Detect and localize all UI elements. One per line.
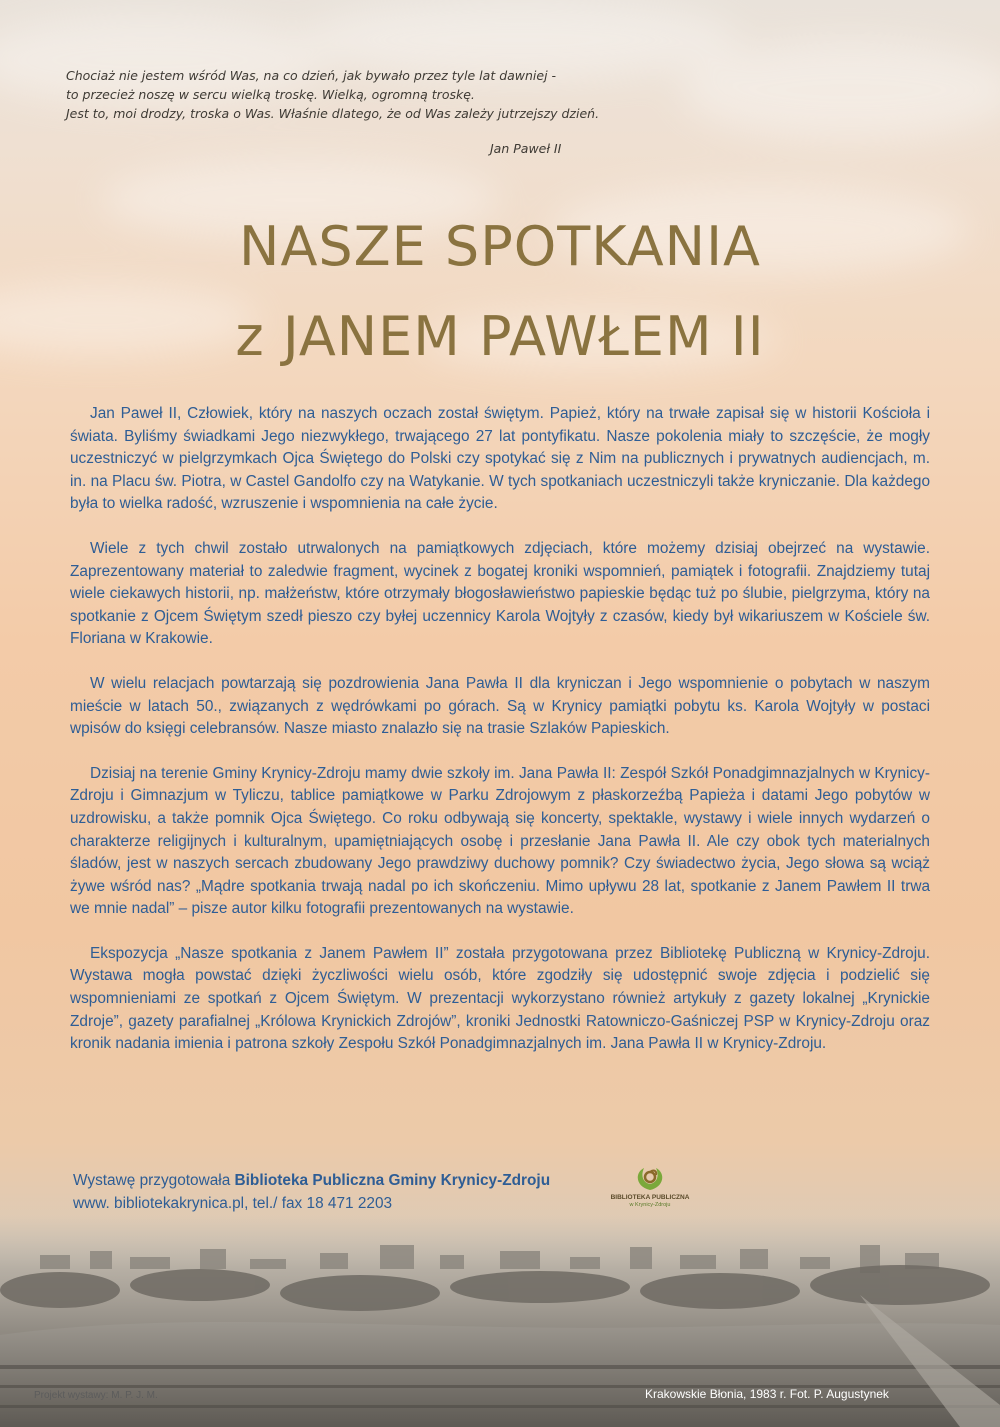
pope-quote: [66, 66, 706, 123]
library-contact: www. bibliotekakrynica.pl, tel./ fax 18 471 2203: [73, 1195, 393, 1212]
library-leaf-icon: [630, 1163, 670, 1193]
prepared-prefix: Wystawę przygotowała: [73, 1172, 235, 1189]
body-paragraph: Jan Paweł II, Człowiek, który na naszych oczach został świętym. Papież, który na trwałe zapisał się w historii Kościoła i świata. Byliśmy świadkami Jego niezwykłego, trwającego 27 lat pontyfikatu. Nasze pokolenia miały to szczęście, że mogły uczestniczyć w pielgrzymkach Ojca Świętego do Polski czy spotykać się z Nim na publicznych i prywatnych audiencjach, m. in. na Placu św. Piotra, w Castel Gandolfo czy na Watykanie. W tych spotkaniach uczestniczyli także kryniczanie. Dla każdego była to wielka radość, wzruszenie i wspomnienia na całe życie.: [70, 405, 930, 513]
quote-line: to przecież noszę w sercu wielką troskę. Wielką, ogromną troskę.: [66, 87, 475, 102]
poster-body-text: [70, 403, 930, 1078]
quote-line: Jest to, moi drodzy, troska o Was. Właśnie dlatego, że od Was zależy jutrzejszy dzień.: [66, 106, 600, 121]
body-paragraph: Ekspozycja „Nasze spotkania z Janem Pawłem II” została przygotowana przez Bibliotekę Publiczną w Krynicy-Zdroju. Wystawa mogła powstać dzięki życzliwości wielu osób, które zgodziły się udostępnić swoje zdjęcia i podzielić się wspomnieniami ze spotkań z Ojcem Świętym. W prezentacji wykorzystano również artykuły z gazety lokalnej „Krynickie Zdroje”, gazety parafialnej „Królowa Krynickich Zdrojów”, kroniki Jednostki Ratowniczo-Gaśniczej PSP w Krynicy-Zdroju oraz kronik nadania imienia i patrona szkoły Zespołu Szkół Ponadgimnazjalnych im. Jana Pawła II w Krynicy-Zdroju.: [70, 944, 930, 1053]
body-paragraph: W wielu relacjach powtarzają się pozdrowienia Jana Pawła II dla kryniczan i Jego wspomnienie o pobytach w naszym mieście w latach 50., związanych z wędrówkami po górach. Są w Krynicy pamiątki pobytu ks. Karola Wojtyły w postaci wpisów do księgi celebransów. Nasze miasto znalazło się na trasie Szlaków Papieskich.: [70, 674, 930, 738]
logo-name: BIBLIOTEKA PUBLICZNA: [610, 1194, 690, 1201]
body-paragraph: Dzisiaj na terenie Gminy Krynicy-Zdroju mamy dwie szkoły im. Jana Pawła II: Zespół Szkół Ponadgimnazjalnych w Krynicy-Zdroju i Gimnazjum w Tyliczu, tablice pamiątkowe w Parku Zdrojowym z płaskorzeźbą Papieża i datami Jego pobytów w uzdrowisku, a także pomnik Ojca Świętego. Co roku odbywają się koncerty, spektakle, wystawy i wiele innych wydarzeń o charakterze religijnych i kulturalnym, upamiętniających osobę i przesłanie Jana Pawła II. Ale czy obok tych materialnych śladów, jest w naszych sercach zbudowany Jego prawdziwy duchowy pomnik? Czy świadectwo życia, Jego słowa są wciąż żywe wśród nas? „Mądre spotkania trwają nadal po ich skończeniu. Mimo upływu 28 lat, spotkanie z Janem Pawłem II trwa we mnie nadal” – pisze autor kilku fotografii prezentowanych na wystawie.: [70, 764, 930, 918]
prepared-by-line: [73, 1169, 550, 1192]
poster-title-line-1: NASZE SPOTKANIA: [239, 215, 761, 278]
poster-title-line-2: z JANEM PAWŁEM II: [235, 305, 765, 368]
quote-author: Jan Paweł II: [490, 141, 562, 156]
logo-subtitle: w Krynicy-Zdroju: [629, 1202, 671, 1208]
library-logo: [600, 1163, 700, 1213]
footer-info: [73, 1169, 550, 1215]
quote-line: Chociaż nie jestem wśród Was, na co dzień, jak bywało przez tyle lat dawniej -: [66, 68, 557, 83]
library-name: Biblioteka Publiczna Gminy Krynicy-Zdroju: [234, 1172, 551, 1189]
photo-caption: Krakowskie Błonia, 1983 r. Fot. P. Augustynek: [645, 1387, 889, 1401]
design-credit: Projekt wystawy: M. P. J. M.: [34, 1390, 158, 1401]
body-paragraph: Wiele z tych chwil zostało utrwalonych na pamiątkowych zdjęciach, które możemy dzisiaj obejrzeć na wystawie. Zaprezentowany materiał to zaledwie fragment, wycinek z bogatej kroniki wspomnień, pamiątek i fotografii. Znajdziemy tutaj wiele ciekawych historii, np. małżeństw, które otrzymały błogosławieństwo papieskie będąc tuż po ślubie, pielgrzyma, który na spotkanie z Ojcem Świętym szedł pieszo czy byłej uczennicy Karola Wojtyły z czasów, kiedy był wikariuszem w Kościele św. Floriana w Krakowie.: [70, 539, 930, 648]
